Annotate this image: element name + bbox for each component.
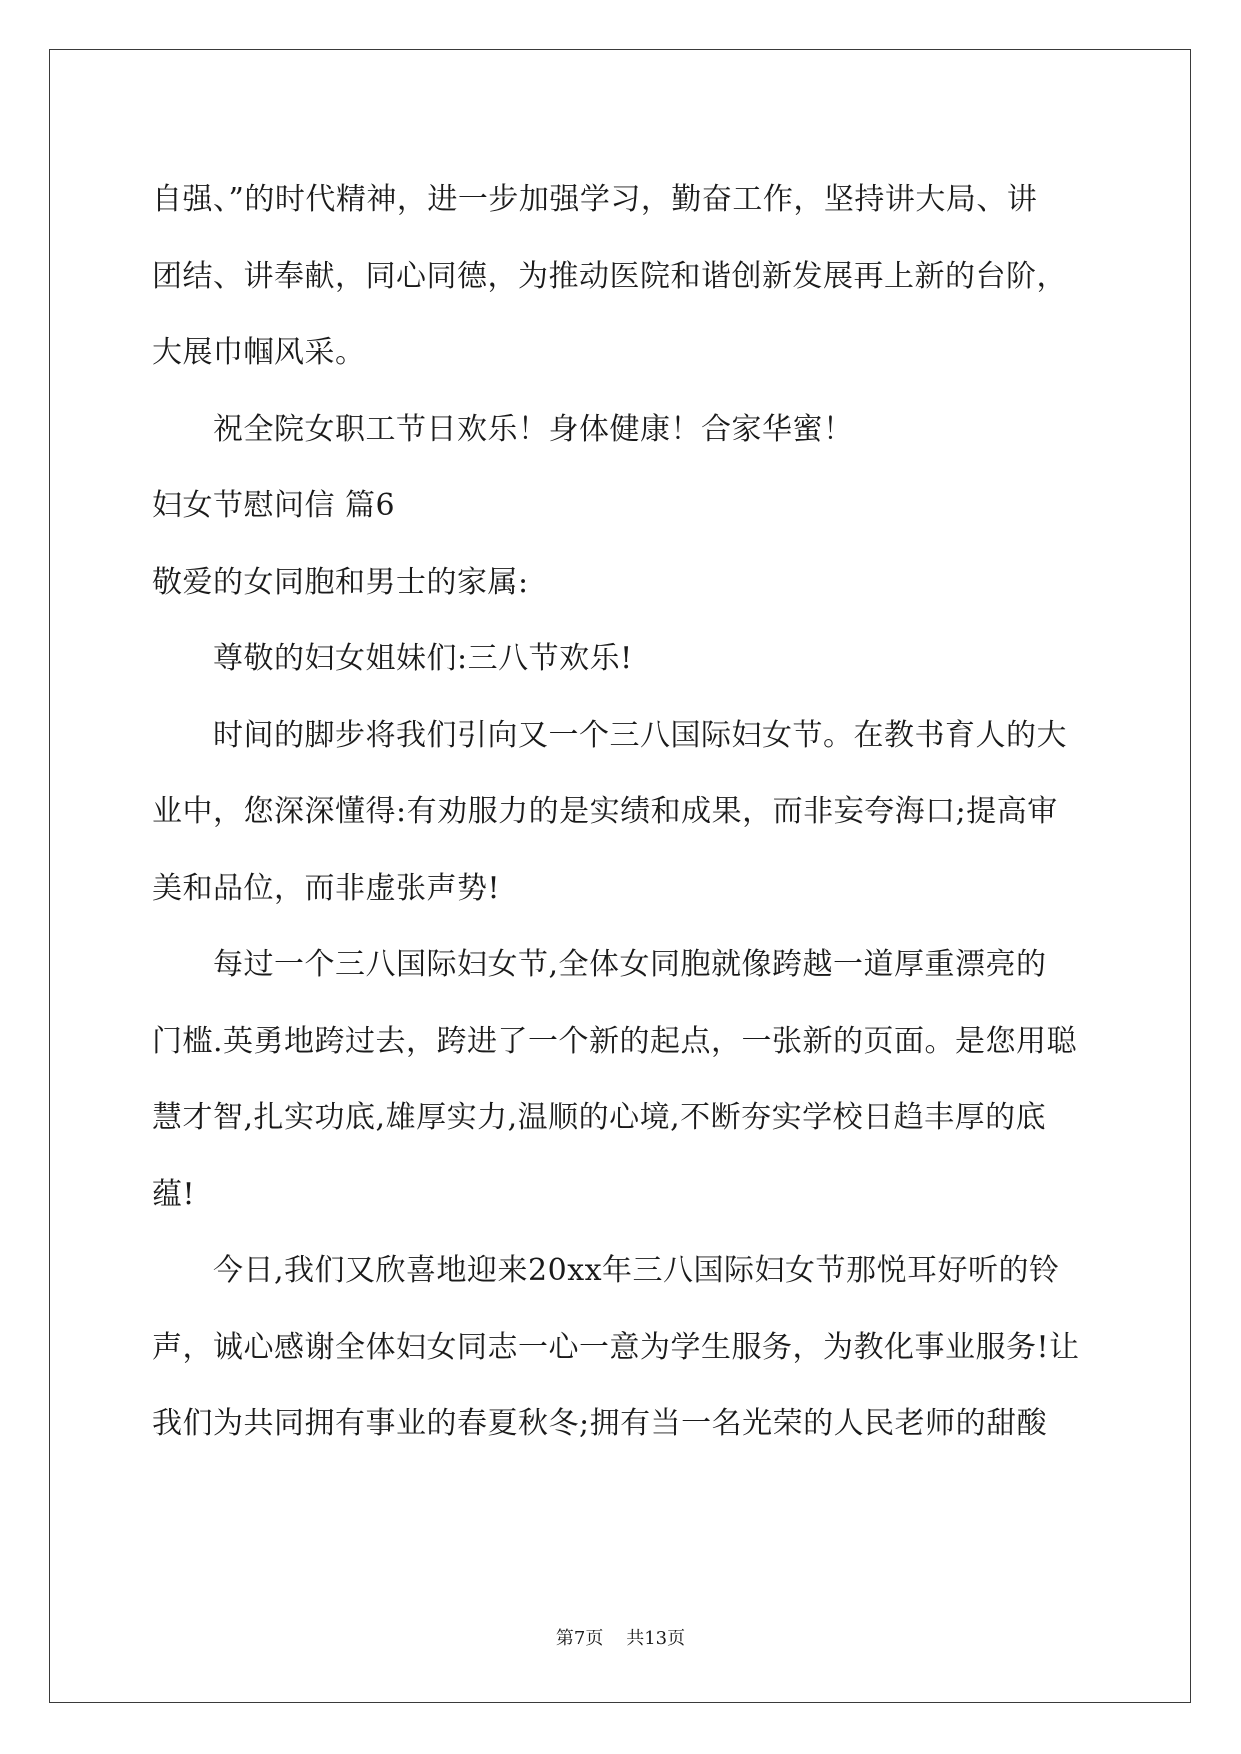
text-line: 团结、讲奉献，同心同德，为推动医院和谐创新发展再上新的台阶， <box>152 258 1067 294</box>
text-line: 每过一个三八国际妇女节,全体女同胞就像跨越一道厚重漂亮的 <box>213 947 1047 982</box>
text-line: 我们为共同拥有事业的春夏秋冬;拥有当一名光荣的人民老师的甜酸 <box>152 1406 1048 1441</box>
document-body <box>152 162 1089 1463</box>
text-line: 时间的脚步将我们引向又一个三八国际妇女节。在教书育人的大 <box>213 717 1067 753</box>
page-footer <box>0 1624 1241 1650</box>
salutation: 敬爱的女同胞和男士的家属: <box>152 564 529 600</box>
text-line: 尊敬的妇女姐妹们:三八节欢乐! <box>213 641 633 676</box>
text-line: 声，诚心感谢全体妇女同志一心一意为学生服务，为教化事业服务!让 <box>152 1329 1080 1365</box>
section-heading: 妇女节慰问信 篇6 <box>152 488 396 523</box>
page-number: 第7页 <box>555 1628 604 1649</box>
text-line: 业中，您深深懂得:有劝服力的是实绩和成果，而非妄夸海口;提高审 <box>152 794 1058 829</box>
text-line: 慧才智,扎实功底,雄厚实力,温顺的心境,不断夯实学校日趋丰厚的底 <box>152 1100 1047 1135</box>
text-line: 美和品位，而非虚张声势! <box>152 870 501 906</box>
text-line: 门槛.英勇地跨过去，跨进了一个新的起点，一张新的页面。是您用聪 <box>152 1023 1078 1059</box>
text-line: 今日,我们又欣喜地迎来20xx年三八国际妇女节那悦耳好听的铃 <box>213 1253 1060 1288</box>
text-line: 蕴! <box>152 1176 196 1212</box>
text-line: 祝全院女职工节日欢乐！身体健康！合家华蜜！ <box>213 411 854 447</box>
text-line: 自强、”的时代精神，进一步加强学习，勤奋工作，坚持讲大局、讲 <box>152 182 1038 217</box>
text-line: 大展巾帼风采。 <box>152 335 366 370</box>
page-total: 共13页 <box>626 1628 686 1649</box>
footer-spacer <box>603 1628 626 1649</box>
